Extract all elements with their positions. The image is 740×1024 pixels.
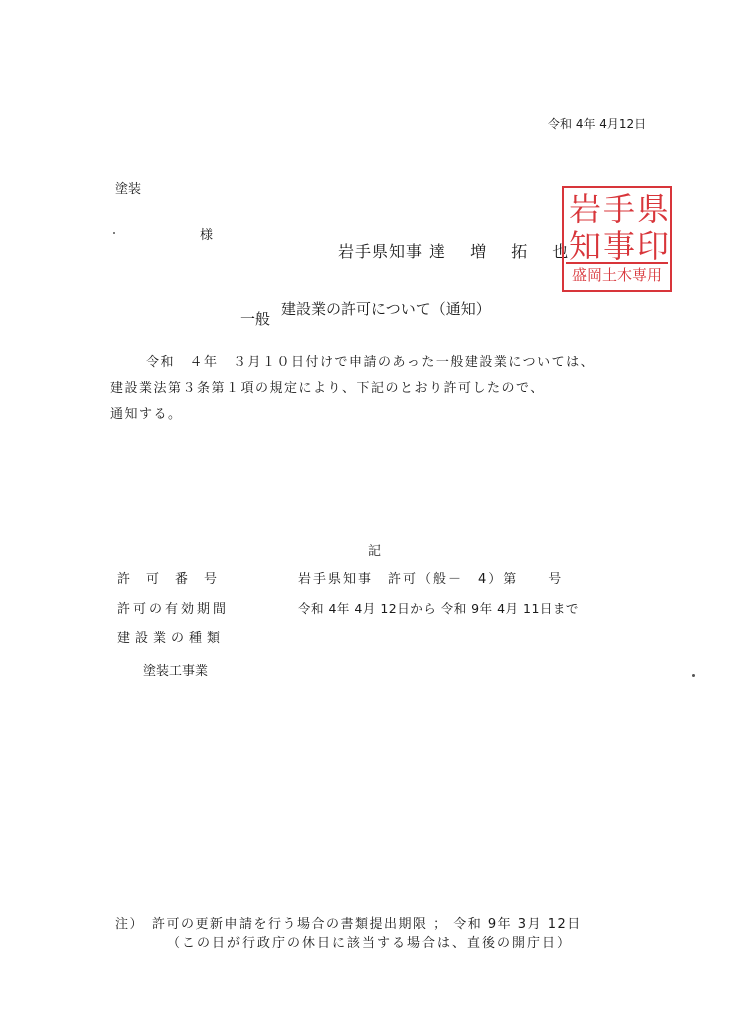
seal-char: 岩 — [568, 189, 601, 228]
body-line: 建設業法第３条第１項の規定により、下記のとおり許可したので、 — [110, 381, 545, 396]
issuer — [338, 244, 578, 260]
notice-body — [110, 350, 670, 428]
seal-char: 事 — [602, 226, 635, 265]
issuer-title: 岩手県知事 — [338, 242, 424, 261]
permit-number-label: 許可番号 — [117, 572, 234, 587]
issue-date: 令和 4年 4月12日 — [548, 117, 647, 131]
body-line: 令和 ４年 ３月１０日付けで申請のあった一般建設業については、 — [146, 355, 596, 370]
recipient-name: 塗装 — [115, 182, 142, 197]
permit-number-value: 岩手県知事 許可（般－ 4）第 号 — [298, 572, 564, 587]
scan-speck — [113, 232, 115, 234]
seal-char: 県 — [636, 189, 669, 228]
seal-char: 知 — [568, 226, 601, 265]
record-heading: 記 — [368, 544, 382, 559]
footnote-holiday: （この日が行政庁の休日に該当する場合は、直後の開庁日） — [167, 936, 573, 951]
seal-char: 印 — [636, 226, 669, 265]
official-seal-stamp — [562, 186, 672, 292]
validity-period-value: 令和 4年 4月 12日から 令和 9年 4月 11日まで — [298, 601, 579, 616]
body-line: 通知する。 — [110, 407, 183, 422]
business-type-label: 建設業の種類 — [117, 631, 226, 646]
subject-prefix: 一般 — [240, 310, 271, 328]
recipient-honorific: 様 — [200, 228, 214, 243]
subject-title: 建設業の許可について（通知） — [281, 300, 491, 318]
business-type-value: 塗装工事業 — [143, 664, 209, 679]
footnote-deadline: 注） 許可の更新申請を行う場合の書類提出期限 ； 令和 9年 3月 12日 — [115, 917, 582, 932]
seal-office-label: 盛岡土木専用 — [566, 262, 668, 288]
scan-speck — [692, 674, 695, 677]
seal-char: 手 — [602, 189, 635, 228]
validity-period-label: 許可の有効期間 — [117, 602, 230, 617]
issuer-name: 達 増 拓 也 — [429, 242, 579, 261]
